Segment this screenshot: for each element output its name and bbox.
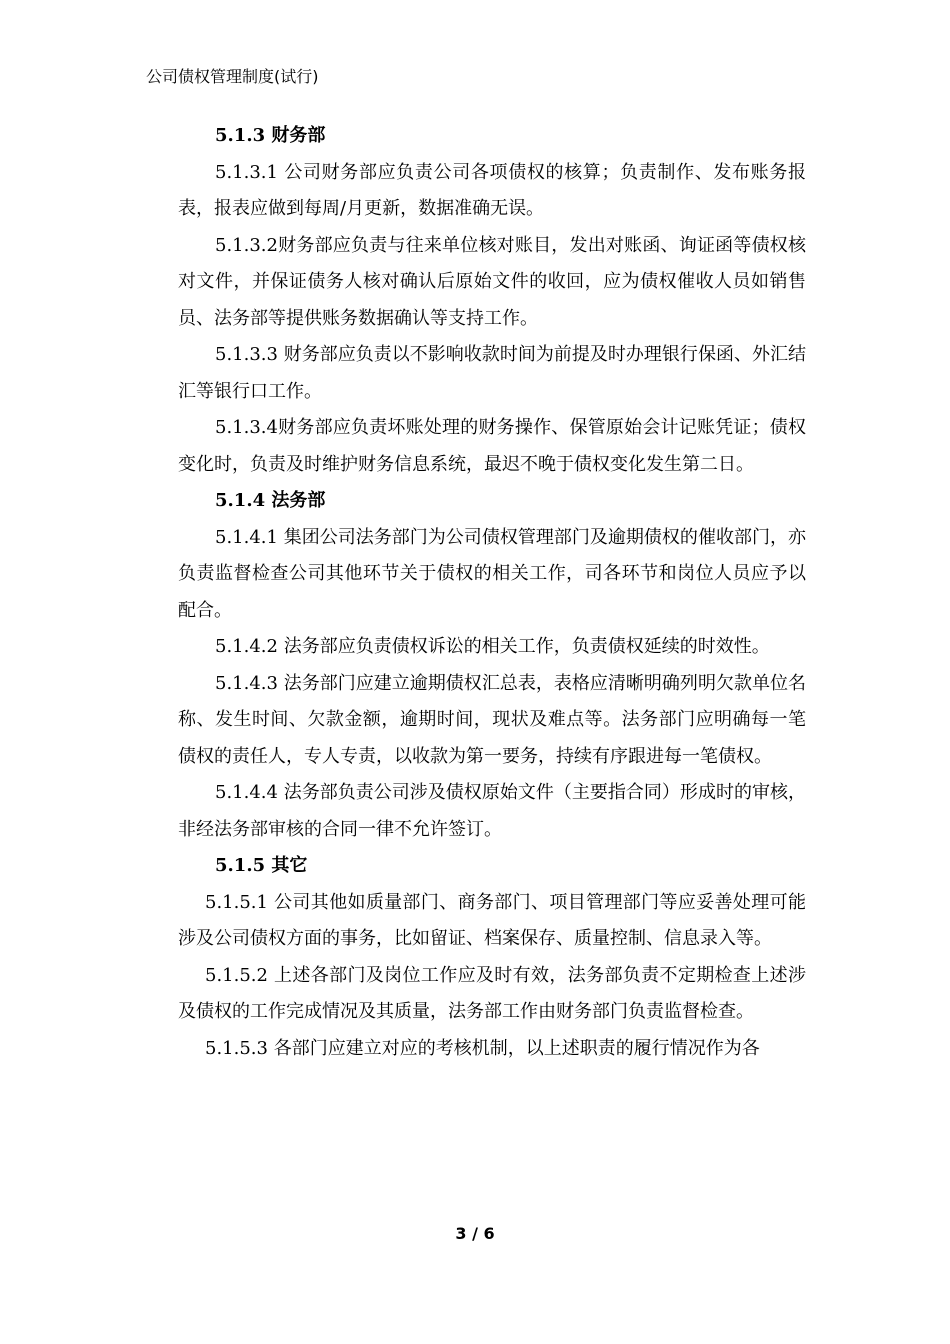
paragraph: 5.1.3.2财务部应负责与往来单位核对账目，发出对账函、询证函等债权核对文件，并保证债务人核对确认后原始文件的收回，应为债权催收人员如销售员、法务部等提供账务数据确认等支持工作。	[178, 234, 806, 329]
paragraph: 5.1.4.1 集团公司法务部门为公司债权管理部门及逾期债权的催收部门，亦负责监督检查公司其他环节关于债权的相关工作，司各环节和岗位人员应予以配合。	[178, 526, 806, 621]
paragraph: 5.1.5.3 各部门应建立对应的考核机制，以上述职责的履行情况作为各	[205, 1037, 760, 1059]
paragraph: 5.1.5.1 公司其他如质量部门、商务部门、项目管理部门等应妥善处理可能涉及公司债权方面的事务，比如留证、档案保存、质量控制、信息录入等。	[178, 891, 806, 949]
paragraph: 5.1.5.2 上述各部门及岗位工作应及时有效，法务部负责不定期检查上述涉及债权的工作完成情况及其质量，法务部工作由财务部门负责监督检查。	[178, 964, 806, 1022]
section-heading: 5.1.4 法务部	[215, 490, 326, 511]
section-legal	[178, 483, 806, 848]
paragraph: 5.1.3.3 财务部应负责以不影响收款时间为前提及时办理银行保函、外汇结汇等银行口工作。	[178, 344, 806, 402]
section-heading: 5.1.3 财务部	[215, 125, 326, 146]
section-other	[178, 848, 806, 1067]
paragraph: 5.1.4.4 法务部负责公司涉及债权原始文件（主要指合同）形成时的审核，非经法务部审核的合同一律不允许签订。	[178, 782, 806, 840]
document-body	[178, 118, 806, 1067]
page-number: 3 / 6	[455, 1224, 495, 1243]
paragraph: 5.1.3.1 公司财务部应负责公司各项债权的核算；负责制作、发布账务报表，报表应做到每周/月更新，数据准确无误。	[178, 161, 806, 219]
paragraph: 5.1.4.2 法务部应负责债权诉讼的相关工作，负责债权延续的时效性。	[215, 636, 770, 657]
page-header-title: 公司债权管理制度(试行)	[146, 67, 319, 86]
section-heading: 5.1.5 其它	[215, 855, 308, 876]
paragraph: 5.1.3.4财务部应负责坏账处理的财务操作、保管原始会计记账凭证；债权变化时，负责及时维护财务信息系统，最迟不晚于债权变化发生第二日。	[178, 417, 806, 475]
paragraph: 5.1.4.3 法务部门应建立逾期债权汇总表，表格应清晰明确列明欠款单位名称、发生时间、欠款金额，逾期时间，现状及难点等。法务部门应明确每一笔债权的责任人，专人专责，以收款为第一要务，持续有序跟进每一笔债权。	[178, 672, 806, 767]
section-finance	[178, 118, 806, 483]
